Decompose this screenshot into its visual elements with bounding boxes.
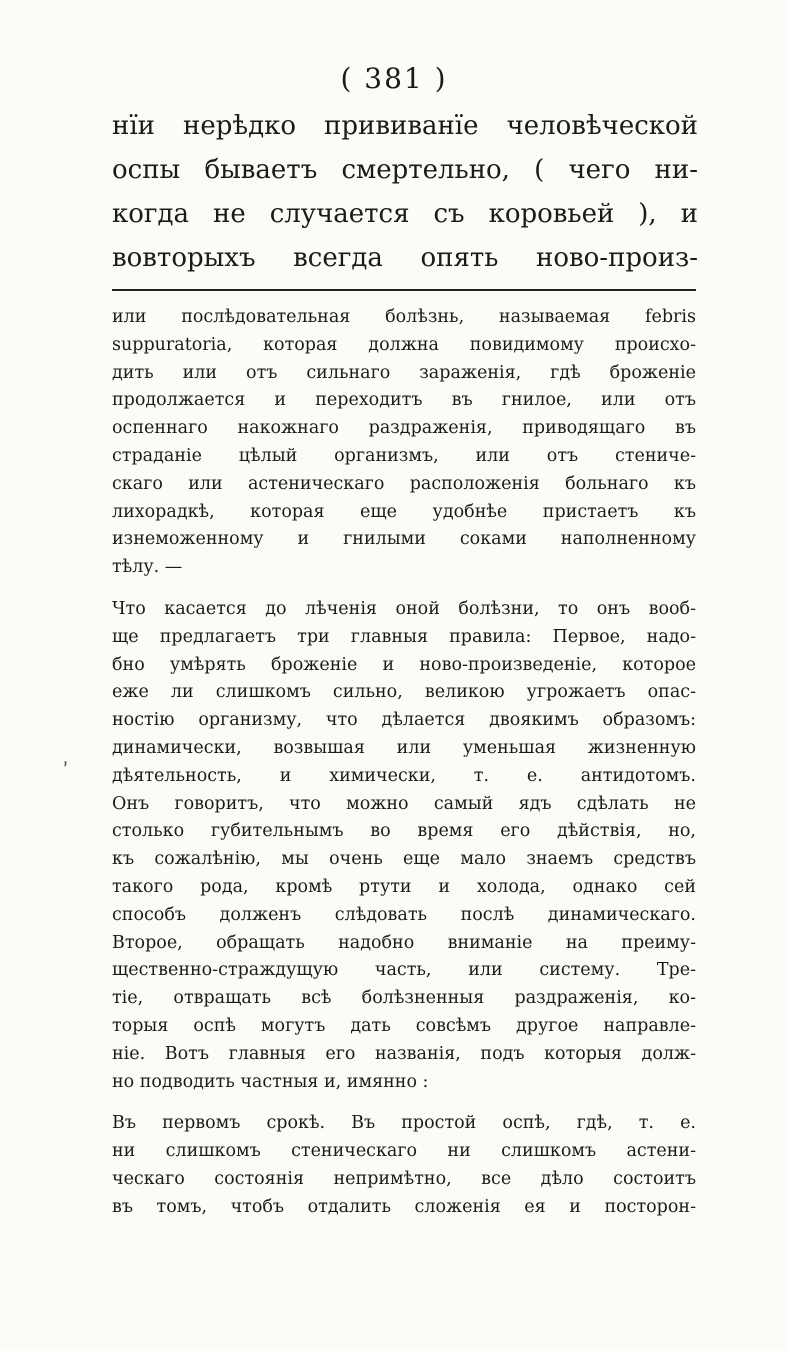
main-text <box>112 104 698 280</box>
footnote-divider <box>112 289 696 291</box>
footnote-line: щественно-страждущую часть, или систему. Тре- <box>112 960 696 981</box>
footnote-line: торыя оспѣ могутъ дать совсѣмъ другое направле- <box>112 1015 696 1036</box>
footnote-line: Что касается до лѣченія оной болѣзни, то онъ вооб- <box>112 598 696 619</box>
footnote-line: ніе. Вотъ главныя его названія, подъ которыя долж- <box>112 1043 696 1064</box>
footnote-line: Въ первомъ срокѣ. Въ простой оспѣ, гдѣ, т. е. <box>112 1113 696 1134</box>
footnote-line: тіе, отвращать всѣ болѣзненныя раздраженія, ко- <box>112 988 696 1009</box>
footnote <box>112 304 696 1222</box>
footnote-line: Онъ говоритъ, что можно самый ядъ сдѣлать не <box>112 793 696 814</box>
main-text-line: нїи нерѣдко прививанїе человѣческой <box>112 111 698 141</box>
footnote-line: бно умѣрять броженіе и ново-произведеніе, которое <box>112 654 696 675</box>
footnote-paragraph <box>112 304 696 582</box>
footnote-line: способъ долженъ слѣдовать послѣ динамическаго. <box>112 904 696 925</box>
page-number: ( 381 ) <box>340 62 448 95</box>
footnote-line: тѣлу. — <box>112 557 183 578</box>
footnote-line: въ томъ, чтобъ отдалить сложенія ея и посторон- <box>112 1196 696 1217</box>
footnote-line: ни слишкомъ стеническаго ни слишкомъ астени- <box>112 1141 696 1162</box>
footnote-line: такого рода, кромѣ ртути и холода, однако сей <box>112 876 696 897</box>
margin-mark: ‚ <box>56 744 71 770</box>
footnote-line: изнеможенному и гнилыми соками наполненному <box>112 529 696 550</box>
footnote-line: но подводить частныя и, имянно : <box>112 1071 429 1092</box>
footnote-paragraph <box>112 596 696 1096</box>
footnote-line: или послѣдовательная болѣзнь, называемая febris <box>112 307 696 327</box>
main-text-line: оспы бываетъ смертельно, ( чего ни- <box>112 155 698 185</box>
footnote-line: ще предлагаетъ три главныя правила: Первое, надо- <box>112 626 696 647</box>
footnote-line: ческаго состоянія непримѣтно, все дѣло состоитъ <box>112 1168 696 1189</box>
footnote-line: продолжается и переходитъ въ гнилое, или отъ <box>112 390 696 411</box>
footnote-line: оспеннаго накожнаго раздраженія, приводящаго въ <box>112 418 696 439</box>
footnote-line: къ сожалѣнію, мы очень еще мало знаемъ средствъ <box>112 849 696 870</box>
footnote-line: страданіе цѣлый организмъ, или отъ стениче- <box>112 445 696 466</box>
footnote-line: столько губительнымъ во время его дѣйствія, но, <box>112 821 696 842</box>
footnote-line: дѣятельность, и химически, т. е. антидотомъ. <box>112 765 696 786</box>
footnote-line: suppuratoria, которая должна повидимому происхо- <box>112 334 696 355</box>
footnote-line: Второе, обращать надобно вниманіе на преиму- <box>112 932 696 953</box>
footnote-line: ностію организму, что дѣлается двоякимъ образомъ: <box>112 710 696 731</box>
main-text-line: когда не случается съ коровьей ), и <box>112 199 698 229</box>
footnote-line: скаго или астеническаго расположенія больнаго къ <box>112 473 696 494</box>
footnote-line: еже ли слишкомъ сильно, великою угрожаетъ опас- <box>112 682 696 703</box>
main-text-line: вовторыхъ всегда опять ново-произ- <box>112 243 698 273</box>
footnote-line: дить или отъ сильнаго зараженія, гдѣ броженіе <box>112 362 696 383</box>
footnote-paragraph <box>112 1110 696 1221</box>
footnote-line: лихорадкѣ, которая еще удобнѣе пристаетъ къ <box>112 501 696 522</box>
footnote-line: динамически, возвышая или уменьшая жизненную <box>112 737 696 758</box>
